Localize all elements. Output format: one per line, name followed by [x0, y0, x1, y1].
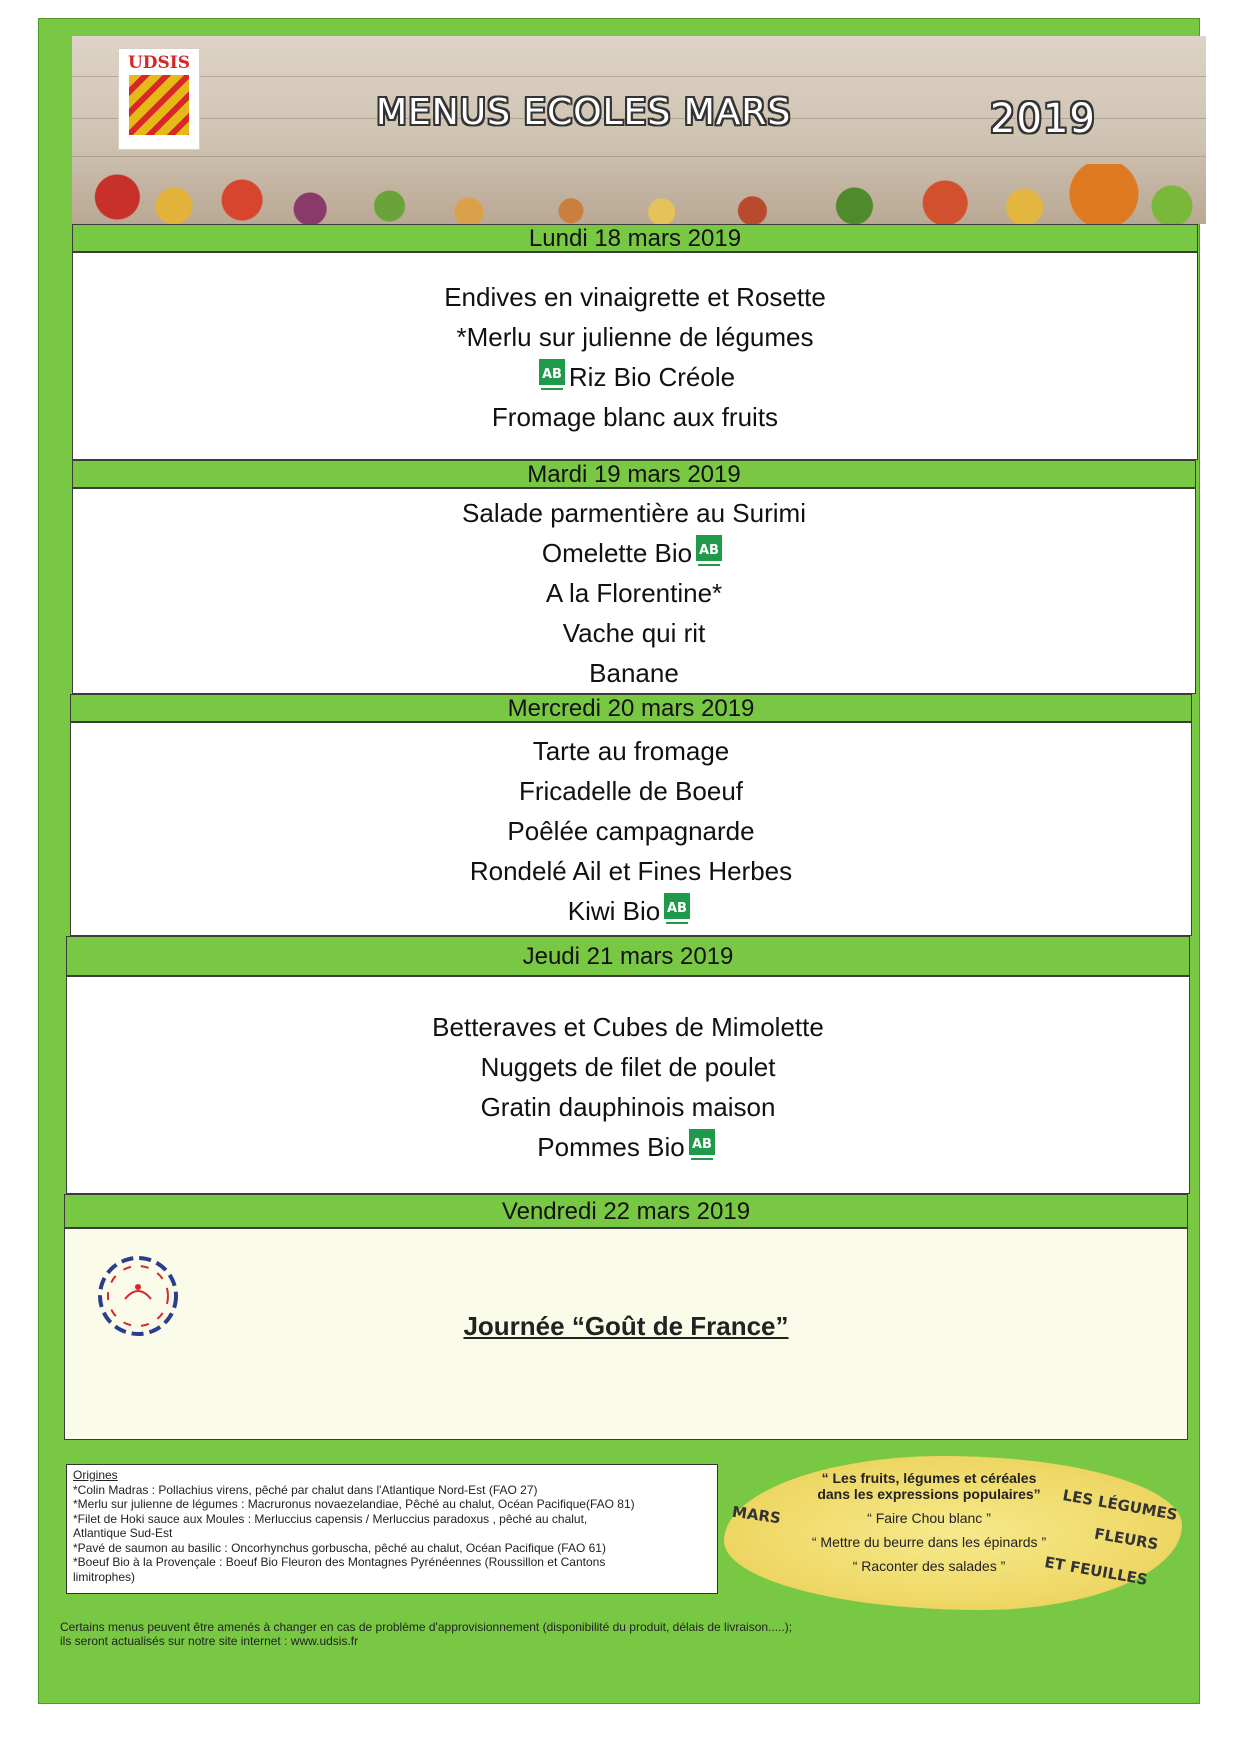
- dish-item: Endives en vinaigrette et Rosette: [444, 282, 826, 312]
- origins-box: [66, 1464, 718, 1594]
- dish-item: A la Florentine*: [545, 578, 723, 608]
- organic-ab-icon: [688, 1128, 716, 1164]
- origins-line: *Pavé de saumon au basilic : Oncorhynchus gorbuscha, pêché au chalut, Océan Pacifique (FAO 61): [73, 1540, 606, 1555]
- origins-line: limitrophes): [73, 1569, 136, 1584]
- origins-line: *Boeuf Bio à la Provençale : Boeuf Bio Fleuron des Montagnes Pyrénéennes (Roussillon et Cantons: [73, 1555, 606, 1569]
- expression-item: “ Mettre du beurre dans les épinards ”: [811, 1534, 1047, 1550]
- dish-item: Banane: [589, 658, 679, 688]
- day-menu-tuesday: [72, 488, 1196, 694]
- svg-text:AB: AB: [541, 367, 562, 383]
- day-menu-monday: [72, 252, 1198, 460]
- origins-line: Atlantique Sud-Est: [73, 1526, 173, 1540]
- organic-ab-icon: [663, 892, 691, 928]
- dish-item: Poêlée campagnarde: [507, 816, 755, 846]
- svg-text:AB: AB: [667, 901, 688, 917]
- day-menu-friday: [64, 1228, 1188, 1440]
- origins-line: *Colin Madras : Pollachius virens, pêché par chalut dans l'Atlantique Nord-Est (FAO 27): [73, 1482, 538, 1497]
- dish-item: Nuggets de filet de poulet: [480, 1052, 776, 1082]
- expressions-cloud: [724, 1456, 1182, 1610]
- dish-item: Vache qui rit: [562, 618, 706, 648]
- dish-item: *Merlu sur julienne de légumes: [456, 322, 814, 352]
- dish-item: Kiwi Bio AB: [71, 891, 1191, 931]
- day-menu-thursday: [66, 976, 1190, 1194]
- dish-item: Gratin dauphinois maison: [480, 1092, 776, 1122]
- page-year: 2019: [990, 96, 1096, 142]
- expressions-side-label: FLEURS: [1092, 1524, 1160, 1554]
- dish-item: Omelette Bio AB: [73, 533, 1195, 573]
- expressions-month: MARS: [730, 1502, 782, 1528]
- expressions-title: “ Les fruits, légumes et céréales dans les expressions populaires”: [817, 1470, 1041, 1502]
- origins-line: *Merlu sur julienne de légumes : Macruronus novaezelandiae, Pêché au chalut, Océan Pacifique(FAO 81): [73, 1497, 635, 1511]
- svg-text:AB: AB: [691, 1137, 712, 1153]
- organic-ab-icon: [538, 358, 566, 394]
- organic-ab-icon: [695, 534, 723, 570]
- day-header-monday: Lundi 18 mars 2019: [72, 224, 1198, 252]
- dish-item: Betteraves et Cubes de Mimolette: [432, 1012, 824, 1042]
- expression-item: “ Faire Chou blanc ”: [867, 1510, 991, 1526]
- day-menu-wednesday: [70, 722, 1192, 936]
- udsis-logo: UDSIS: [118, 48, 200, 150]
- origins-title: Origines: [73, 1468, 118, 1482]
- produce-illustration: [72, 164, 1206, 224]
- expressions-side-label: ET FEUILLES: [1043, 1553, 1149, 1589]
- catalan-stripes-icon: [129, 75, 189, 135]
- dish-item: Pommes Bio AB: [67, 1127, 1189, 1167]
- origins-line: *Filet de Hoki sauce aux Moules : Merluccius capensis / Merluccius paradoxus , pêché au chalut,: [73, 1511, 588, 1526]
- expressions-side-label: LES LÉGUMES: [1061, 1486, 1179, 1524]
- dish-item: Rondelé Ail et Fines Herbes: [469, 856, 793, 886]
- dish-item: Tarte au fromage: [532, 736, 730, 766]
- day-header-thursday: Jeudi 21 mars 2019: [66, 936, 1190, 976]
- day-header-wednesday: Mercredi 20 mars 2019: [70, 694, 1192, 722]
- gout-de-france-title: Journée “Goût de France”: [463, 1311, 789, 1341]
- dish-item: AB Riz Bio Créole: [73, 357, 1197, 397]
- dish-item: Fricadelle de Boeuf: [518, 776, 744, 806]
- page-title: MENUS ECOLES MARS: [376, 92, 792, 133]
- day-header-tuesday: Mardi 19 mars 2019: [72, 460, 1196, 488]
- expression-item: “ Raconter des salades ”: [852, 1558, 1006, 1574]
- dish-item: Fromage blanc aux fruits: [491, 402, 779, 432]
- footer-note: Certains menus peuvent être amenés à changer en cas de problème d'approvisionnement (disponibilité du produit, délais de livraison.....); ils seront actualisés sur notre site internet : www.udsis.fr: [60, 1620, 793, 1648]
- day-header-friday: Vendredi 22 mars 2019: [64, 1194, 1188, 1228]
- svg-text:AB: AB: [699, 543, 720, 559]
- dish-item: Salade parmentière au Surimi: [462, 498, 806, 528]
